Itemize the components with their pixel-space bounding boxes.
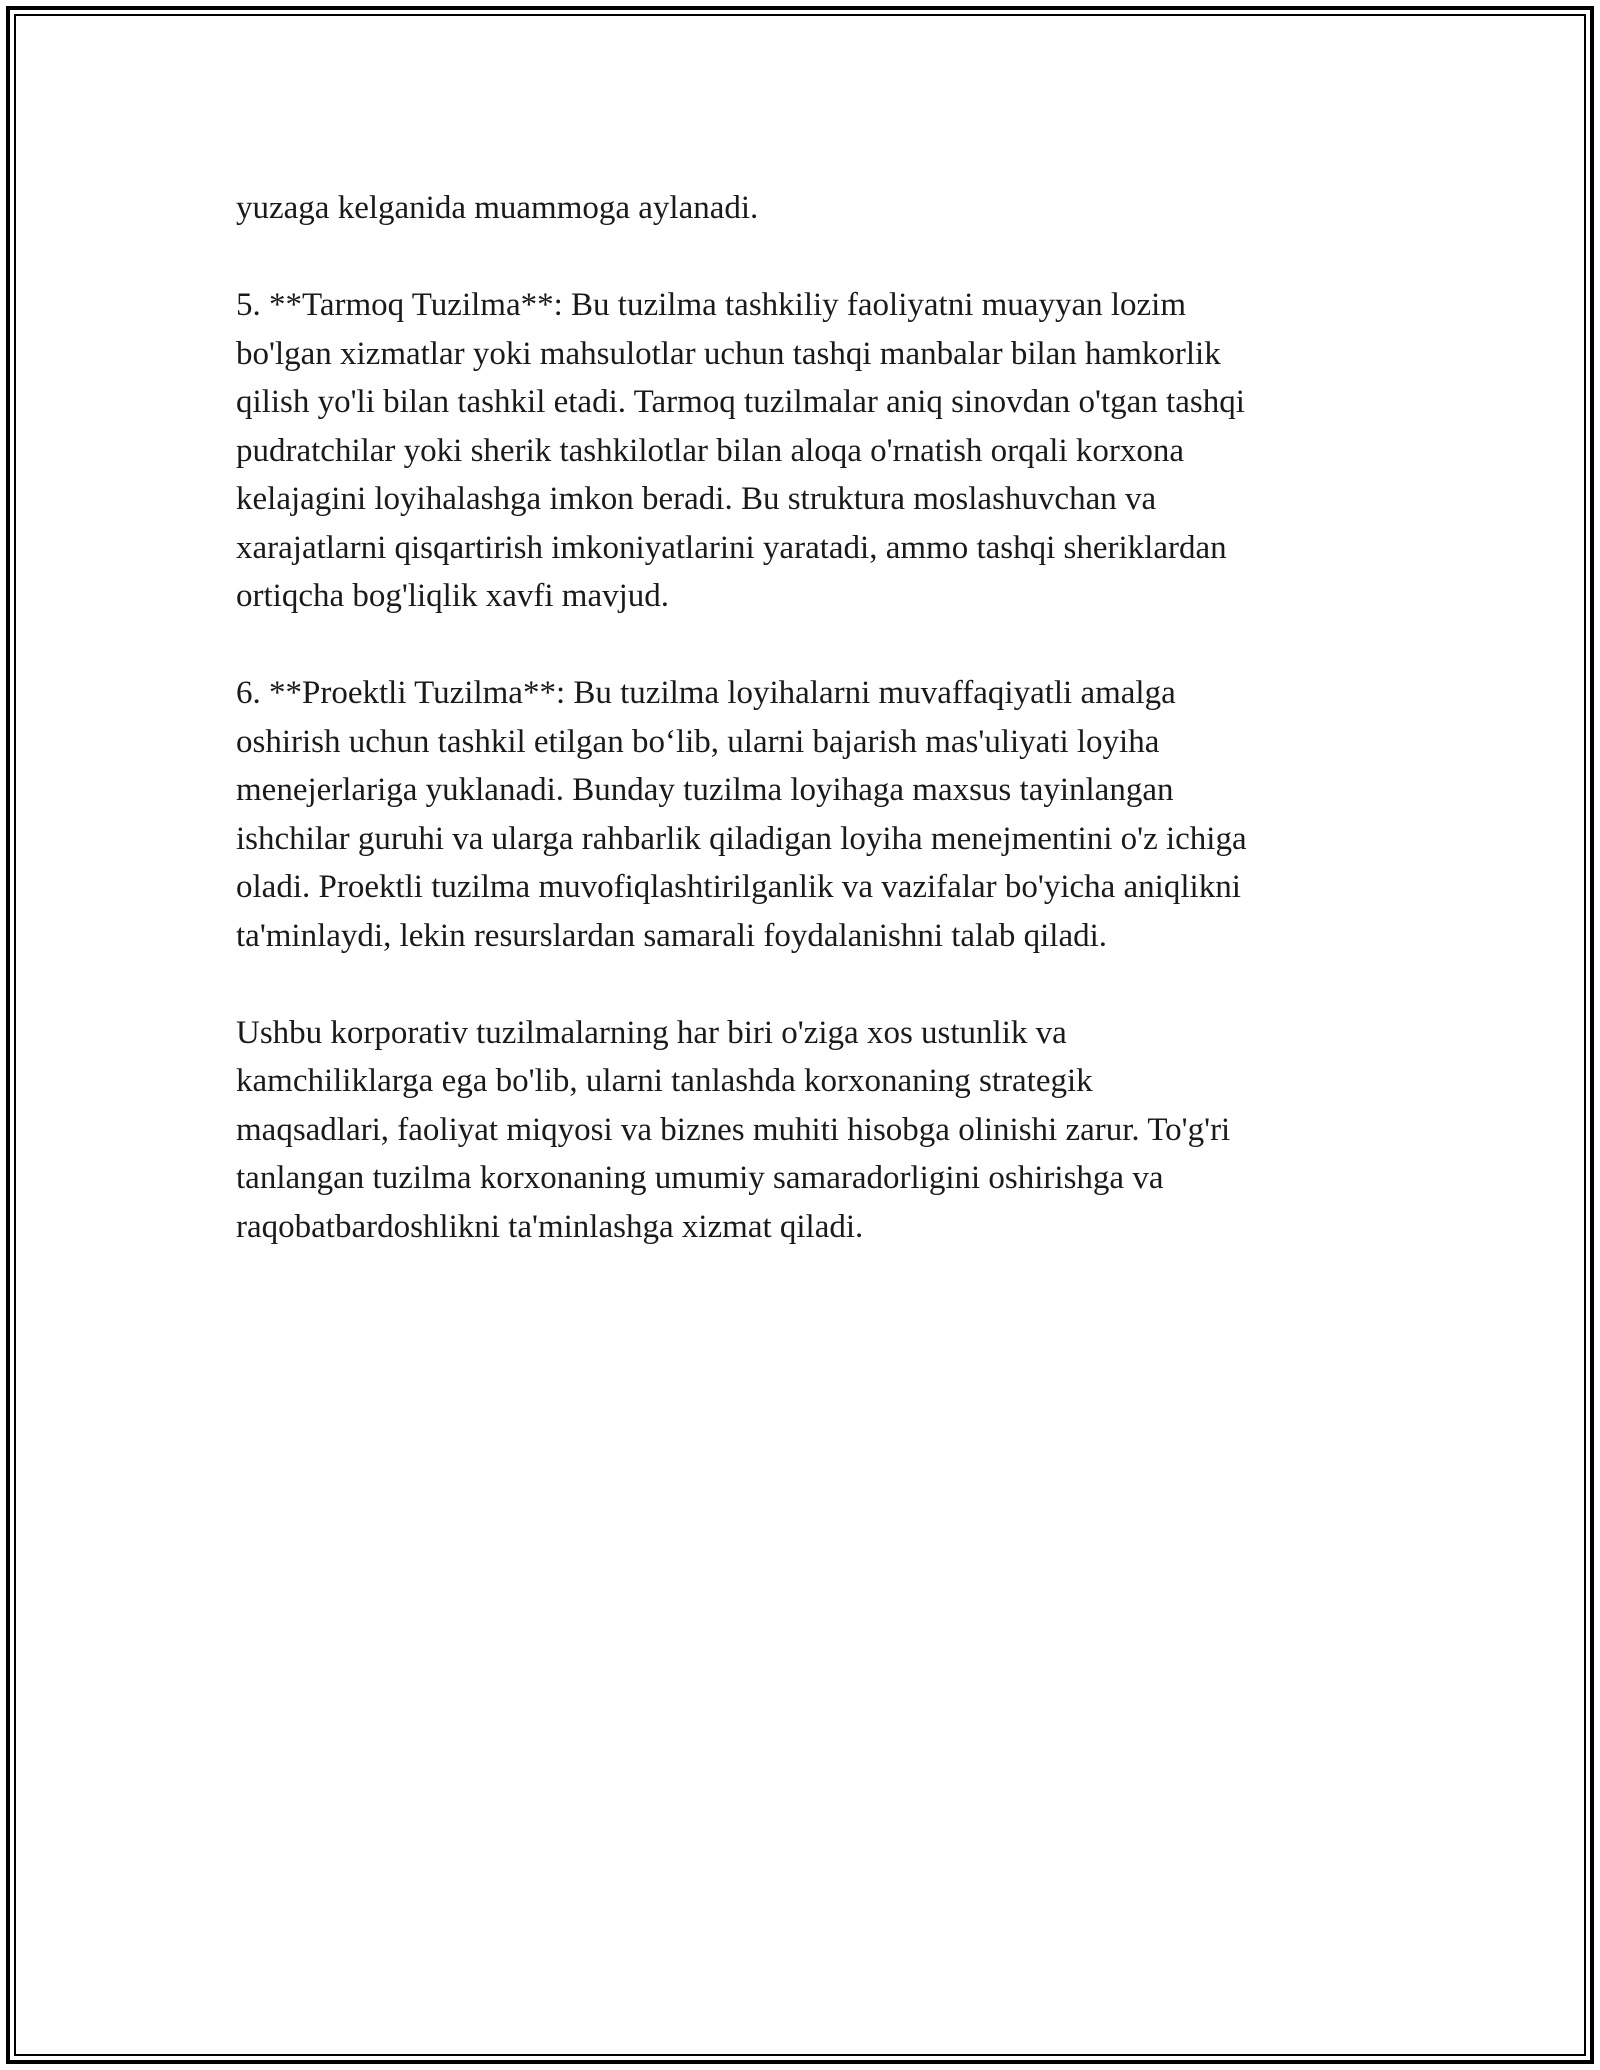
text-line: maqsadlari, faoliyat miqyosi va biznes muhiti hisobga olinishi zarur. To'g'ri [236, 1111, 1231, 1148]
document-body [236, 184, 1366, 1300]
paragraph-network-structure [236, 281, 1366, 621]
text-line: 5. **Tarmoq Tuzilma**: Bu tuzilma tashkiliy faoliyatni muayyan lozim [236, 287, 1186, 323]
text-line: oshirish uchun tashkil etilgan boʻlib, ularni bajarish mas'uliyati loyiha [236, 723, 1160, 760]
text-line: kelajagini loyihalashga imkon beradi. Bu struktura moslashuvchan va [236, 481, 1157, 517]
text-line: 6. **Proektli Tuzilma**: Bu tuzilma loyihalarni muvaffaqiyatli amalga [236, 675, 1176, 711]
text-line: oladi. Proektli tuzilma muvofiqlashtirilganlik va vazifalar bo'yicha aniqlikni [236, 869, 1241, 905]
text-line: bo'lgan xizmatlar yoki mahsulotlar uchun tashqi manbalar bilan hamkorlik [236, 335, 1221, 372]
text-line: tanlangan tuzilma korxonaning umumiy samaradorligini oshirishga va [236, 1160, 1164, 1196]
paragraph-conclusion [236, 1009, 1366, 1252]
text-line: qilish yo'li bilan tashkil etadi. Tarmoq tuzilmalar aniq sinovdan o'tgan tashqi [236, 384, 1245, 420]
text-line: xarajatlarni qisqartirish imkoniyatlarini yaratadi, ammo tashqi sheriklardan [236, 529, 1227, 566]
text-line: menejerlariga yuklanadi. Bunday tuzilma loyihaga maxsus tayinlangan [236, 772, 1174, 808]
text-line: pudratchilar yoki sherik tashkilotlar bilan aloqa o'rnatish orqali korxona [236, 432, 1185, 469]
text-line: yuzaga kelganida muammoga aylanadi. [236, 190, 759, 226]
text-line: kamchiliklarga ega bo'lib, ularni tanlashda korxonaning strategik [236, 1063, 1093, 1099]
paragraph-continuation [236, 184, 1366, 233]
text-line: ishchilar guruhi va ularga rahbarlik qiladigan loyiha menejmentini o'z ichiga [236, 820, 1247, 857]
text-line: raqobatbardoshlikni ta'minlashga xizmat qiladi. [236, 1208, 864, 1245]
text-line: Ushbu korporativ tuzilmalarning har biri o'ziga xos ustunlik va [236, 1014, 1067, 1051]
paragraph-project-structure [236, 669, 1366, 960]
text-line: ta'minlaydi, lekin resurslardan samarali foydalanishni talab qiladi. [236, 917, 1108, 954]
text-line: ortiqcha bog'liqlik xavfi mavjud. [236, 578, 670, 614]
